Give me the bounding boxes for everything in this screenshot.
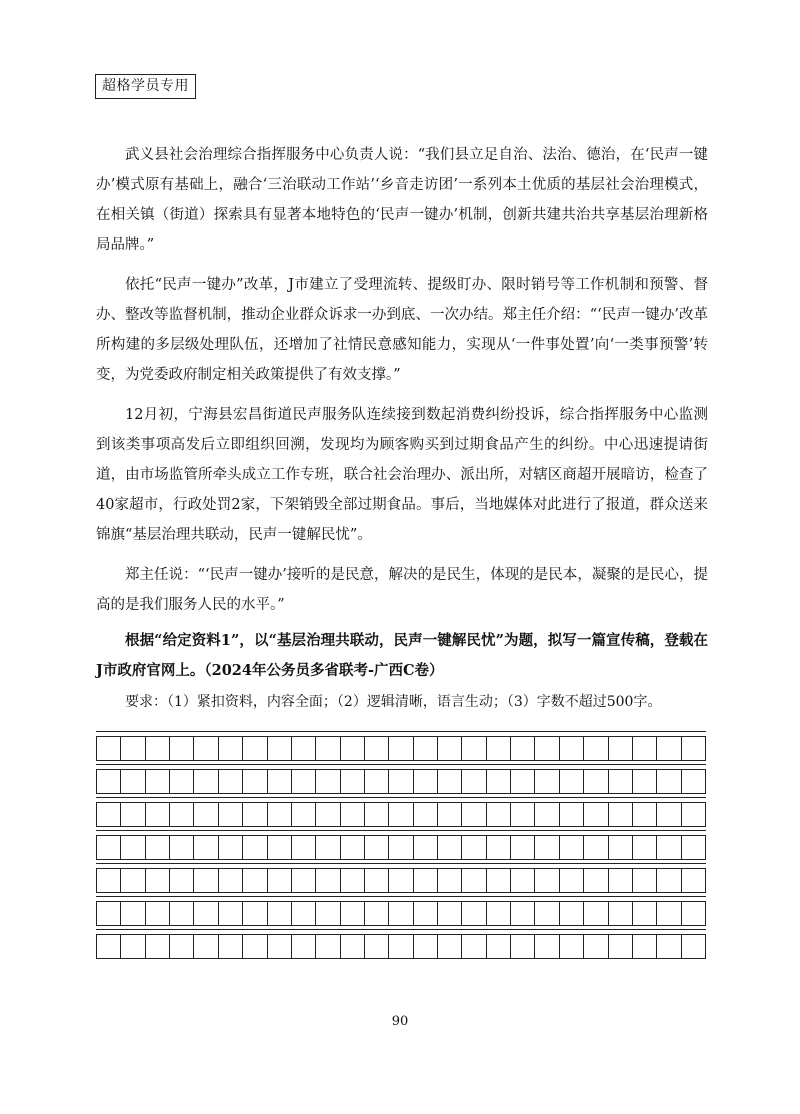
grid-cell[interactable]	[365, 737, 389, 760]
grid-cell[interactable]	[682, 770, 706, 793]
grid-cell[interactable]	[535, 869, 559, 892]
grid-cell[interactable]	[292, 869, 316, 892]
grid-row	[96, 934, 706, 959]
grid-cell[interactable]	[438, 737, 462, 760]
grid-cell[interactable]	[97, 869, 121, 892]
grid-cell[interactable]	[414, 836, 438, 859]
grid-cell[interactable]	[292, 935, 316, 958]
grid-cell[interactable]	[268, 737, 292, 760]
grid-cell[interactable]	[584, 836, 608, 859]
grid-cell[interactable]	[316, 869, 340, 892]
grid-cell[interactable]	[560, 935, 584, 958]
grid-cell[interactable]	[341, 770, 365, 793]
grid-cell[interactable]	[170, 803, 194, 826]
grid-cell[interactable]	[511, 803, 535, 826]
grid-cell[interactable]	[462, 737, 486, 760]
grid-row	[96, 868, 706, 893]
grid-cell[interactable]	[365, 836, 389, 859]
grid-cell[interactable]	[292, 836, 316, 859]
grid-cell[interactable]	[682, 869, 706, 892]
grid-cell[interactable]	[584, 737, 608, 760]
grid-cell[interactable]	[316, 803, 340, 826]
grid-cell[interactable]	[341, 935, 365, 958]
grid-cell[interactable]	[341, 836, 365, 859]
grid-cell[interactable]	[97, 935, 121, 958]
paragraph-3: 12月初，宁海县宏昌街道民声服务队连续接到数起消费纠纷投诉，综合指挥服务中心监测到该类事项高发后立即组织回溯，发现均为顾客购买到过期食品产生的纠纷。中心迅速提请街道，由市场监管所牵头成立工作专班，联合社会治理办、派出所，对辖区商超开展暗访，检查了40家超市，行政处罚2家，下架销毁全部过期食品。事后，当地媒体对此进行了报道，群众送来锦旗“基层治理共联动，民声一键解民忧”。	[96, 407, 708, 543]
grid-cell[interactable]	[487, 869, 511, 892]
grid-cell[interactable]	[316, 836, 340, 859]
grid-cell[interactable]	[584, 902, 608, 925]
grid-cell[interactable]	[243, 737, 267, 760]
grid-cell[interactable]	[97, 803, 121, 826]
grid-cell[interactable]	[438, 902, 462, 925]
grid-cell[interactable]	[609, 836, 633, 859]
student-only-badge: 超格学员专用	[95, 74, 196, 99]
grid-cell[interactable]	[170, 737, 194, 760]
grid-cell[interactable]	[462, 869, 486, 892]
grid-cell[interactable]	[657, 836, 681, 859]
grid-cell[interactable]	[121, 737, 145, 760]
grid-cell[interactable]	[633, 770, 657, 793]
grid-cell[interactable]	[560, 737, 584, 760]
grid-cell[interactable]	[341, 902, 365, 925]
grid-cell[interactable]	[682, 803, 706, 826]
grid-cell[interactable]	[535, 836, 559, 859]
grid-cell[interactable]	[389, 836, 413, 859]
paragraph-4: 郑主任说：“‘民声一键办’接听的是民意，解决的是民生，体现的是民本，凝聚的是民心，提高的是我们服务人民的水平。”	[96, 567, 708, 613]
grid-cell[interactable]	[462, 803, 486, 826]
grid-cell[interactable]	[682, 935, 706, 958]
grid-cell[interactable]	[682, 737, 706, 760]
grid-cell[interactable]	[219, 770, 243, 793]
grid-cell[interactable]	[560, 869, 584, 892]
grid-cell[interactable]	[121, 902, 145, 925]
grid-cell[interactable]	[633, 869, 657, 892]
page-number: 90	[391, 1014, 409, 1029]
grid-cell[interactable]	[243, 869, 267, 892]
grid-cell[interactable]	[268, 770, 292, 793]
paragraph-1: 武义县社会治理综合指挥服务中心负责人说：“我们县立足自治、法治、德治，在‘民声一键办’模式原有基础上，融合‘三治联动工作站’‘乡音走访团’一系列本土优质的基层社会治理模式，在相关镇（街道）探索具有显著本地特色的‘民声一键办’机制，创新共建共治共享基层治理新格局品牌。”	[96, 147, 708, 253]
grid-cell[interactable]	[511, 935, 535, 958]
grid-cell[interactable]	[560, 803, 584, 826]
grid-cell[interactable]	[511, 902, 535, 925]
grid-cell[interactable]	[365, 902, 389, 925]
grid-cell[interactable]	[438, 935, 462, 958]
grid-cell[interactable]	[487, 737, 511, 760]
grid-cell[interactable]	[682, 836, 706, 859]
grid-cell[interactable]	[487, 902, 511, 925]
grid-cell[interactable]	[535, 803, 559, 826]
grid-row	[96, 901, 706, 926]
grid-cell[interactable]	[170, 770, 194, 793]
grid-cell[interactable]	[365, 935, 389, 958]
answer-grid[interactable]	[96, 736, 706, 967]
grid-cell[interactable]	[462, 935, 486, 958]
grid-cell[interactable]	[170, 869, 194, 892]
grid-cell[interactable]	[414, 902, 438, 925]
grid-cell[interactable]	[633, 803, 657, 826]
grid-cell[interactable]	[243, 935, 267, 958]
grid-cell[interactable]	[487, 803, 511, 826]
grid-cell[interactable]	[121, 869, 145, 892]
grid-cell[interactable]	[341, 737, 365, 760]
grid-cell[interactable]	[219, 803, 243, 826]
grid-cell[interactable]	[292, 902, 316, 925]
grid-cell[interactable]	[633, 902, 657, 925]
requirements: 要求：（1）紧扣资料，内容全面；（2）逻辑清晰，语言生动；（3）字数不超过500字。	[125, 694, 662, 710]
grid-cell[interactable]	[389, 902, 413, 925]
grid-cell[interactable]	[609, 737, 633, 760]
grid-cell[interactable]	[194, 935, 218, 958]
grid-cell[interactable]	[365, 770, 389, 793]
grid-cell[interactable]	[341, 869, 365, 892]
grid-cell[interactable]	[560, 902, 584, 925]
grid-cell[interactable]	[414, 737, 438, 760]
grid-cell[interactable]	[219, 935, 243, 958]
grid-cell[interactable]	[268, 803, 292, 826]
grid-cell[interactable]	[146, 803, 170, 826]
grid-cell[interactable]	[609, 902, 633, 925]
grid-cell[interactable]	[219, 737, 243, 760]
grid-cell[interactable]	[365, 803, 389, 826]
material-content	[96, 140, 708, 716]
grid-cell[interactable]	[657, 869, 681, 892]
grid-cell[interactable]	[97, 836, 121, 859]
grid-cell[interactable]	[414, 803, 438, 826]
grid-cell[interactable]	[170, 836, 194, 859]
grid-cell[interactable]	[414, 935, 438, 958]
grid-cell[interactable]	[438, 836, 462, 859]
grid-cell[interactable]	[243, 836, 267, 859]
grid-cell[interactable]	[584, 869, 608, 892]
grid-cell[interactable]	[584, 770, 608, 793]
grid-cell[interactable]	[487, 770, 511, 793]
grid-cell[interactable]	[268, 836, 292, 859]
grid-cell[interactable]	[365, 869, 389, 892]
grid-cell[interactable]	[292, 803, 316, 826]
grid-cell[interactable]	[170, 935, 194, 958]
grid-cell[interactable]	[121, 836, 145, 859]
grid-cell[interactable]	[609, 869, 633, 892]
grid-cell[interactable]	[389, 935, 413, 958]
grid-cell[interactable]	[511, 770, 535, 793]
grid-cell[interactable]	[268, 869, 292, 892]
grid-cell[interactable]	[194, 869, 218, 892]
grid-cell[interactable]	[609, 803, 633, 826]
grid-cell[interactable]	[292, 737, 316, 760]
grid-cell[interactable]	[535, 935, 559, 958]
grid-cell[interactable]	[535, 737, 559, 760]
grid-cell[interactable]	[292, 770, 316, 793]
grid-cell[interactable]	[633, 935, 657, 958]
grid-cell[interactable]	[170, 902, 194, 925]
grid-cell[interactable]	[389, 770, 413, 793]
grid-cell[interactable]	[316, 737, 340, 760]
grid-cell[interactable]	[121, 803, 145, 826]
grid-cell[interactable]	[633, 737, 657, 760]
grid-cell[interactable]	[657, 803, 681, 826]
grid-cell[interactable]	[462, 770, 486, 793]
grid-cell[interactable]	[316, 770, 340, 793]
grid-cell[interactable]	[146, 836, 170, 859]
grid-cell[interactable]	[243, 770, 267, 793]
grid-cell[interactable]	[146, 869, 170, 892]
grid-cell[interactable]	[414, 770, 438, 793]
grid-cell[interactable]	[657, 770, 681, 793]
grid-cell[interactable]	[268, 935, 292, 958]
question-prompt: 根据“给定资料1”，以“基层治理共联动，民声一键解民忧”为题，拟写一篇宣传稿，登载在J市政府官网上。（2024年公务员多省联考-广西C卷）	[96, 632, 708, 679]
grid-cell[interactable]	[535, 770, 559, 793]
grid-cell[interactable]	[146, 770, 170, 793]
grid-cell[interactable]	[657, 935, 681, 958]
grid-cell[interactable]	[219, 902, 243, 925]
grid-row	[96, 769, 706, 794]
grid-cell[interactable]	[633, 836, 657, 859]
paragraph-2: 依托“民声一键办”改革，J市建立了受理流转、提级盯办、限时销号等工作机制和预警、督办、整改等监督机制，推动企业群众诉求一办到底、一次办结。郑主任介绍：“‘民声一键办’改革所构建的多层级处理队伍，还增加了社情民意感知能力，实现从‘一件事处置’向‘一类事预警’转变，为党委政府制定相关政策提供了有效支撑。”	[96, 277, 708, 383]
grid-cell[interactable]	[194, 737, 218, 760]
grid-cell[interactable]	[194, 803, 218, 826]
grid-cell[interactable]	[389, 803, 413, 826]
grid-cell[interactable]	[97, 737, 121, 760]
grid-cell[interactable]	[657, 737, 681, 760]
grid-cell[interactable]	[438, 869, 462, 892]
grid-cell[interactable]	[341, 803, 365, 826]
grid-row	[96, 835, 706, 860]
grid-cell[interactable]	[389, 737, 413, 760]
grid-cell[interactable]	[682, 902, 706, 925]
grid-cell[interactable]	[243, 803, 267, 826]
grid-cell[interactable]	[560, 770, 584, 793]
grid-cell[interactable]	[316, 902, 340, 925]
grid-cell[interactable]	[584, 935, 608, 958]
grid-cell[interactable]	[268, 902, 292, 925]
grid-cell[interactable]	[243, 902, 267, 925]
grid-cell[interactable]	[657, 902, 681, 925]
grid-cell[interactable]	[219, 869, 243, 892]
grid-cell[interactable]	[584, 803, 608, 826]
grid-cell[interactable]	[146, 902, 170, 925]
grid-cell[interactable]	[146, 935, 170, 958]
grid-cell[interactable]	[97, 770, 121, 793]
grid-cell[interactable]	[316, 935, 340, 958]
grid-cell[interactable]	[535, 902, 559, 925]
grid-cell[interactable]	[194, 836, 218, 859]
grid-cell[interactable]	[219, 836, 243, 859]
grid-cell[interactable]	[609, 935, 633, 958]
grid-cell[interactable]	[389, 869, 413, 892]
grid-cell[interactable]	[487, 935, 511, 958]
grid-cell[interactable]	[194, 770, 218, 793]
grid-row	[96, 802, 706, 827]
grid-cell[interactable]	[511, 836, 535, 859]
grid-cell[interactable]	[511, 737, 535, 760]
grid-cell[interactable]	[609, 770, 633, 793]
grid-cell[interactable]	[487, 836, 511, 859]
grid-cell[interactable]	[462, 836, 486, 859]
grid-cell[interactable]	[97, 902, 121, 925]
grid-cell[interactable]	[121, 770, 145, 793]
grid-cell[interactable]	[438, 770, 462, 793]
grid-cell[interactable]	[560, 836, 584, 859]
grid-cell[interactable]	[414, 869, 438, 892]
grid-cell[interactable]	[511, 869, 535, 892]
grid-cell[interactable]	[146, 737, 170, 760]
grid-cell[interactable]	[438, 803, 462, 826]
grid-row	[96, 736, 706, 761]
grid-cell[interactable]	[121, 935, 145, 958]
grid-cell[interactable]	[462, 902, 486, 925]
grid-cell[interactable]	[194, 902, 218, 925]
